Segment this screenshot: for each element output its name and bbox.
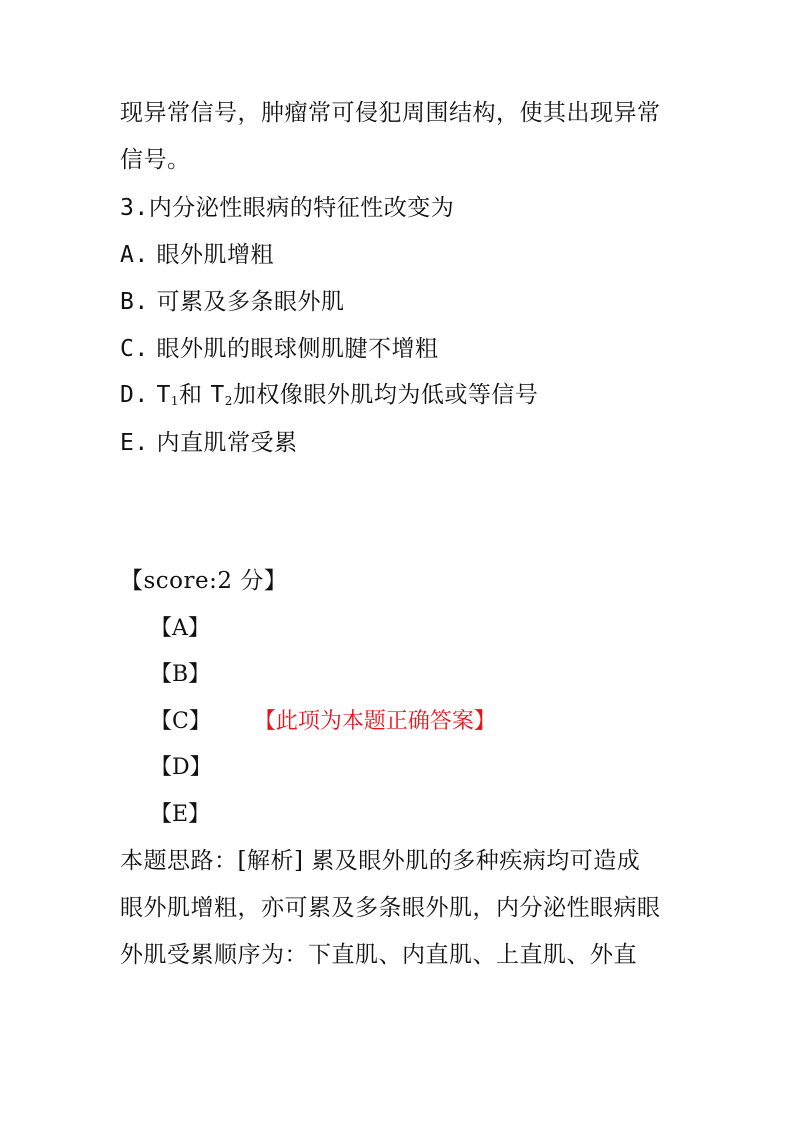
option-d [120, 380, 538, 416]
t1-subscript: 1 [170, 394, 180, 408]
answer-label: 【E】 [150, 802, 211, 827]
t1-symbol: T [156, 382, 171, 408]
t2-symbol: T [210, 382, 225, 408]
analysis-line-3: 外肌受累顺序为：下直肌、内直肌、上直肌、外直 [120, 942, 637, 968]
option-letter: E. [120, 430, 149, 456]
question-number: 3. [120, 195, 149, 221]
intro-text-line-1: 现异常信号，肿瘤常可侵犯周围结构，使其出现异常 [120, 100, 661, 126]
and-word: 和 [179, 382, 203, 408]
option-e [120, 428, 298, 458]
option-letter: B. [120, 289, 149, 315]
option-text: 内直肌常受累 [156, 430, 298, 456]
analysis-line-2: 眼外肌增粗，亦可累及多条眼外肌，内分泌性眼病眼 [120, 895, 661, 921]
option-text: 可累及多条眼外肌 [156, 289, 345, 315]
option-text: 眼外肌增粗 [156, 242, 275, 268]
question-text: 内分泌性眼病的特征性改变为 [148, 195, 455, 221]
score-label: 【score:2 分】 [120, 568, 288, 594]
answer-b [150, 660, 210, 690]
t2-subscript: 2 [224, 394, 233, 408]
option-text: 眼外肌的眼球侧肌腱不增粗 [156, 336, 439, 362]
answer-label: 【B】 [150, 662, 211, 687]
answer-label: 【D】 [150, 755, 212, 780]
answer-e [150, 800, 210, 830]
option-letter: A. [120, 242, 149, 268]
answer-a [150, 614, 210, 644]
option-letter: C. [120, 336, 149, 362]
option-c [120, 334, 439, 364]
analysis-line-1: 本题思路：[解析] 累及眼外肌的多种疾病均可造成 [120, 848, 641, 874]
answer-d [150, 753, 212, 783]
answer-label: 【C】 [150, 709, 211, 734]
answer-label: 【A】 [150, 616, 210, 641]
option-a [120, 240, 274, 270]
question-stem [120, 193, 454, 223]
correct-answer-note: 【此项为本题正确答案】 [253, 709, 496, 734]
option-b [120, 287, 345, 317]
option-text: 加权像眼外肌均为低或等信号 [232, 382, 539, 408]
answer-c [150, 707, 496, 737]
intro-text-line-2: 信号。 [120, 147, 191, 173]
option-letter: D. [120, 382, 149, 408]
